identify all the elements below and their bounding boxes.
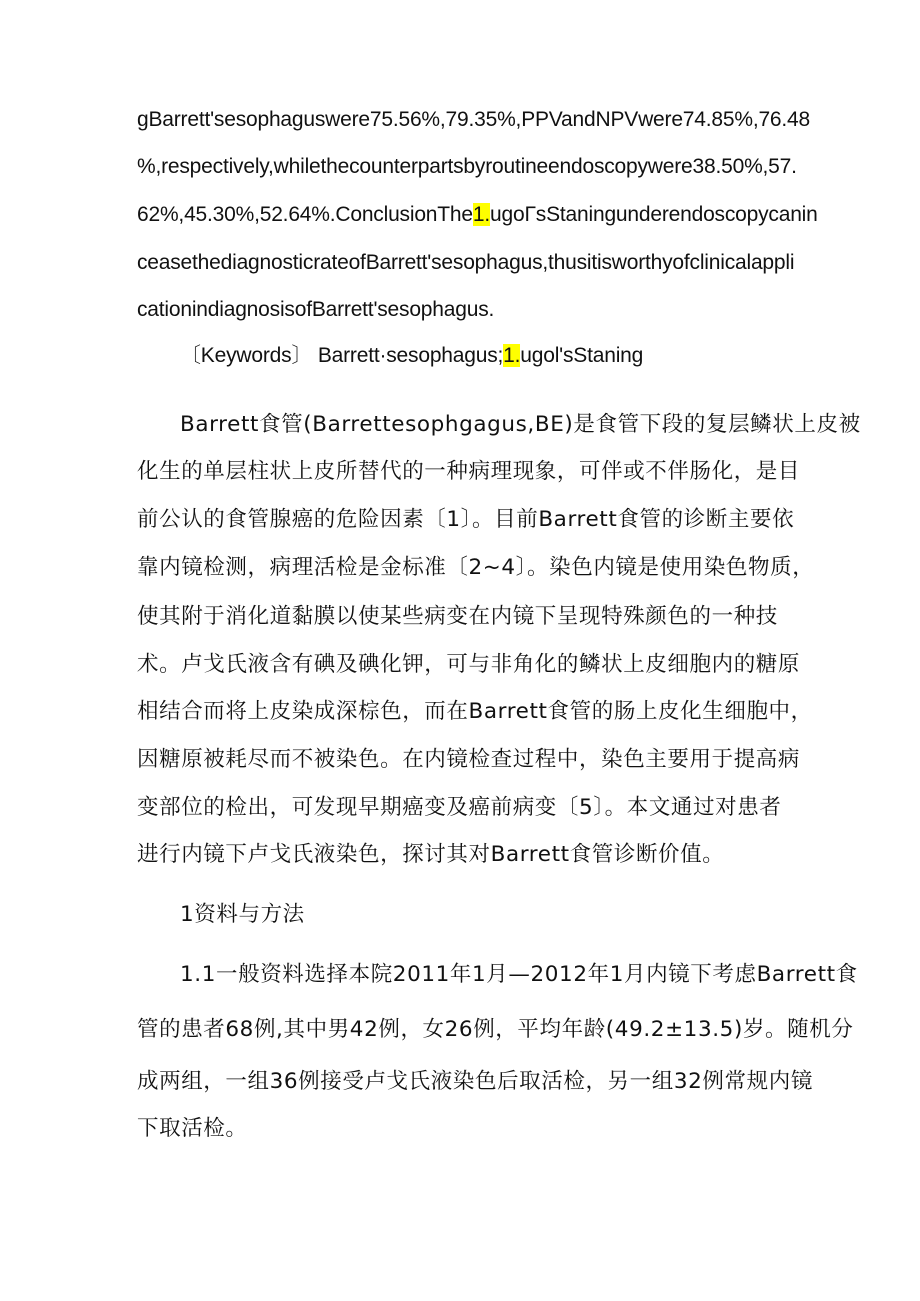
intro-line: Barrett食管(Barrettesophgagus,BE)是食管下段的复层鳞状上皮被 (180, 412, 861, 437)
intro-line: 进行内镜下卢戈氏液染色，探讨其对Barrett食管诊断价值。 (137, 842, 725, 867)
section-line: 管的患者68例,其中男42例，女26例，平均年龄(49.2±13.5)岁。随机分 (137, 1017, 854, 1042)
intro-line: 化生的单层柱状上皮所替代的一种病理现象，可伴或不伴肠化，是目 (137, 459, 801, 484)
section-line: 1.1一般资料选择本院2011年1月—2012年1月内镜下考虑Barrett食 (180, 962, 858, 987)
intro-line: 术。卢戈氏液含有碘及碘化钾，可与非角化的鳞状上皮细胞内的糖原 (137, 652, 801, 677)
abstract-line: ceasethediagnosticrateofBarrett'sesophagus,thusitisworthyofclinicalappli (137, 251, 795, 274)
text: 62%,45.30%,52.64%.ConclusionThe (137, 203, 473, 226)
text: Barrett·sesophagus; (317, 344, 504, 367)
intro-line: 使其附于消化道黏膜以使某些病变在内镜下呈现特殊颜色的一种技 (137, 604, 778, 629)
intro-line: 变部位的检出，可发现早期癌变及癌前病变〔5〕。本文通过对患者 (137, 795, 782, 820)
section-line: 成两组，一组36例接受卢戈氏液染色后取活检，另一组32例常规内镜 (137, 1069, 813, 1094)
highlighted-text: 1. (503, 344, 521, 367)
section-heading: 1资料与方法 (180, 902, 305, 927)
intro-line: 因糖原被耗尽而不被染色。在内镜检查过程中，染色主要用于提高病 (137, 747, 801, 772)
abstract-line (137, 201, 818, 229)
abstract-line: cationindiagnosisofBarrett'sesophagus. (137, 298, 495, 321)
abstract-line: gBarrett'sesophaguswere75.56%,79.35%,PPVandNPVwere74.85%,76.48 (137, 108, 811, 131)
section-line: 下取活检。 (137, 1116, 248, 1141)
text: ugoΓsStaningunderendoscopycanin (490, 203, 818, 226)
text: ugol'sStaning (520, 344, 644, 367)
intro-line: 前公认的食管腺癌的危险因素〔1〕。目前Barrett食管的诊断主要依 (137, 507, 795, 532)
highlighted-text: 1. (472, 203, 490, 226)
intro-line: 相结合而将上皮染成深棕色，而在Barrett食管的肠上皮化生细胞中， (137, 699, 813, 724)
intro-line: 靠内镜检测，病理活检是金标准〔2~4〕。染色内镜是使用染色物质， (137, 555, 815, 580)
keywords-line (180, 342, 643, 370)
keywords-label: 〔Keywords〕 (180, 344, 313, 367)
abstract-line: %,respectively,whilethecounterpartsbyroutineendoscopywere38.50%,57. (137, 155, 797, 178)
